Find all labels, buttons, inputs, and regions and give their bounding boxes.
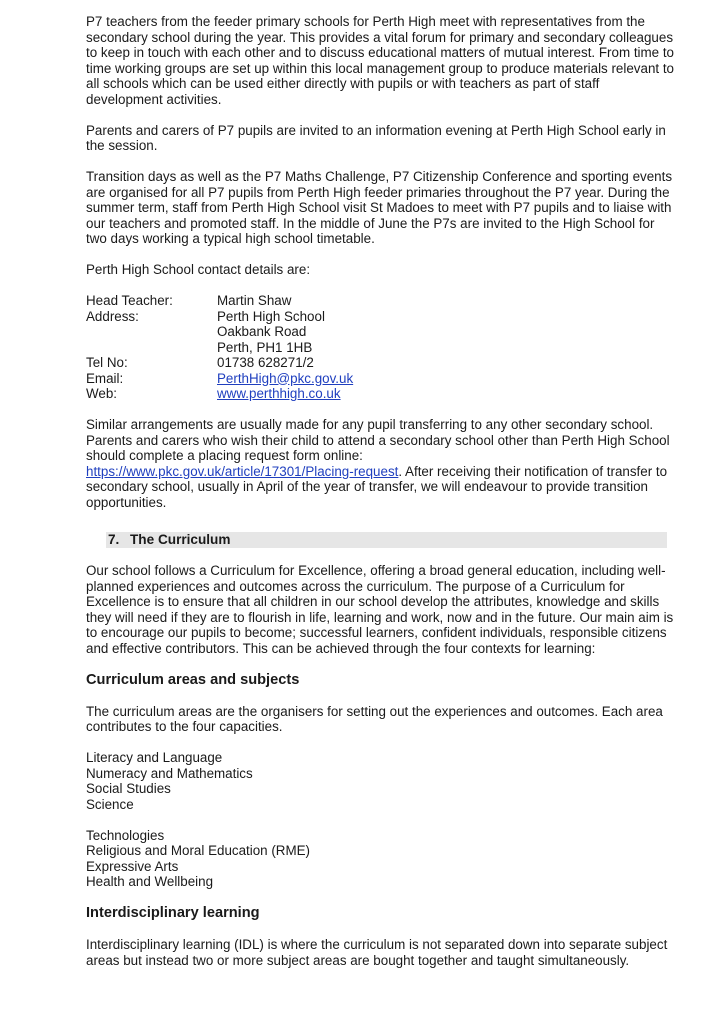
section-heading-curriculum bbox=[106, 532, 667, 548]
address-label: Address: bbox=[86, 308, 139, 324]
paragraph-transition-days: Transition days as well as the P7 Maths Challenge, P7 Citizenship Conference and sporting events are organised for all P7 pupils from Perth High feeder primaries throughout the P7 year. During the summer term, staff from Perth High School visit St Madoes to meet with P7 pupils and to liaise with our teachers and promoted staff. In the middle of June the P7s are invited to the High School for two days working a typical high school timetable. bbox=[86, 169, 673, 246]
curriculum-area-list-2 bbox=[86, 828, 676, 890]
web-label: Web: bbox=[86, 386, 118, 401]
list-item: Religious and Moral Education (RME) bbox=[86, 843, 311, 858]
address-line-3: Perth, PH1 1HB bbox=[217, 339, 313, 355]
section-title: The Curriculum bbox=[130, 532, 231, 547]
paragraph-curriculum-intro: Our school follows a Curriculum for Excellence, offering a broad general education, including well-planned experiences and outcomes across the curriculum. The purpose of a Curriculum for Excellence is to ensure that all children in our school develop the attributes, knowledge and skills they will need if they are to flourish in life, learning and work, now and in the future. Our main aim is to encourage our pupils to become; successful learners, confident individuals, responsible citizens and effective contributors. This can be achieved through the four contexts for learning: bbox=[86, 563, 674, 656]
email-link[interactable]: PerthHigh@pkc.gov.uk bbox=[217, 370, 354, 386]
placing-request-text: Similar arrangements are usually made for any pupil transferring to any other secondary school. Parents and carers who wish their child to attend a secondary school other than Perth High School should complete a placing request form online: bbox=[86, 417, 670, 463]
curriculum-area-list-1 bbox=[86, 750, 676, 812]
list-item: Health and Wellbeing bbox=[86, 874, 214, 889]
paragraph-placing-request bbox=[86, 417, 676, 510]
website-link[interactable]: www.perthhigh.co.uk bbox=[217, 386, 341, 401]
address-line-1: Perth High School bbox=[217, 308, 325, 324]
head-teacher-value: Martin Shaw bbox=[217, 293, 292, 308]
list-item: Social Studies bbox=[86, 781, 171, 796]
tel-value: 01738 628271/2 bbox=[217, 355, 314, 370]
placing-request-text-after: . After receiving their notification of transfer to secondary school, usually in April of the year of transfer, we will endeavour to provide transition opportunities. bbox=[86, 463, 668, 510]
list-item: Numeracy and Mathematics bbox=[86, 765, 253, 781]
contact-details bbox=[86, 293, 676, 402]
paragraph-idl: Interdisciplinary learning (IDL) is where the curriculum is not separated down into separate subject areas but instead two or more subject areas are bought together and taught simultaneously. bbox=[86, 937, 668, 968]
tel-label: Tel No: bbox=[86, 355, 128, 370]
address-line-2: Oakbank Road bbox=[217, 324, 307, 339]
head-teacher-label: Head Teacher: bbox=[86, 293, 173, 308]
document-page bbox=[86, 14, 676, 984]
list-item: Technologies bbox=[86, 827, 165, 843]
paragraph-feeder-teachers: P7 teachers from the feeder primary schools for Perth High meet with representatives from the secondary school during the year. This provides a vital forum for primary and secondary colleagues to keep in touch with each other and to discuss educational matters of mutual interest. From time to time working groups are set up within this local management group to produce materials relevant to all schools which can be used either directly with pupils or with teachers as part of staff development activities. bbox=[86, 14, 675, 107]
heading-curriculum-areas: Curriculum areas and subjects bbox=[86, 671, 300, 688]
list-item: Science bbox=[86, 796, 134, 812]
placing-request-link[interactable]: https://www.pkc.gov.uk/article/17301/Placing-request bbox=[86, 463, 399, 479]
list-item: Expressive Arts bbox=[86, 858, 179, 874]
paragraph-areas-intro: The curriculum areas are the organisers for setting out the experiences and outcomes. Each area contributes to the four capacities. bbox=[86, 703, 663, 734]
email-label: Email: bbox=[86, 370, 124, 386]
section-number: 7. bbox=[108, 532, 120, 547]
paragraph-contact-intro: Perth High School contact details are: bbox=[86, 262, 311, 277]
list-item: Literacy and Language bbox=[86, 750, 223, 765]
heading-interdisciplinary-learning: Interdisciplinary learning bbox=[86, 905, 260, 921]
paragraph-info-evening: Parents and carers of P7 pupils are invited to an information evening at Perth High School early in the session. bbox=[86, 122, 666, 153]
